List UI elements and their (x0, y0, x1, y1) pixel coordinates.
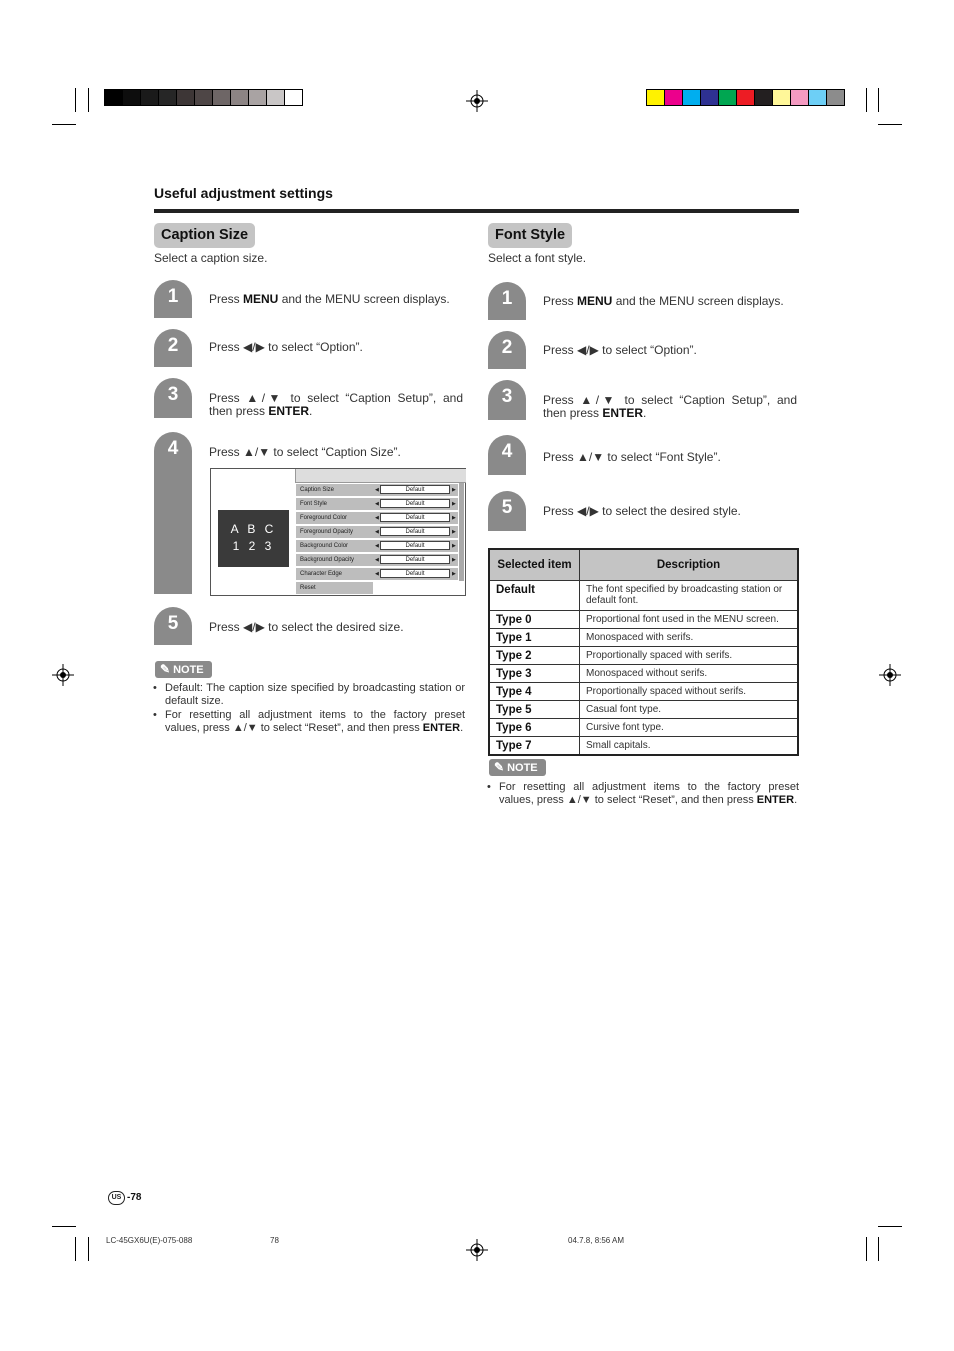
color-swatch (791, 90, 809, 105)
color-swatch (737, 90, 755, 105)
description-cell: The font specified by broadcasting station or default font. (580, 581, 799, 611)
table-row (489, 629, 798, 647)
step-number: 2 (488, 331, 526, 369)
menu-row-value: Default (380, 513, 450, 522)
registration-mark-icon (466, 90, 488, 112)
right-arrow-icon: ▶ (452, 515, 456, 521)
left-arrow-icon: ◀ (375, 515, 379, 521)
right-arrow-icon: ▶ (452, 487, 456, 493)
left-arrow-icon: ◀ (375, 543, 379, 549)
table-row (489, 737, 798, 756)
right-arrow-icon: ▶ (452, 557, 456, 563)
registration-mark-icon (466, 1239, 488, 1261)
description-cell: Cursive font type. (580, 719, 799, 737)
menu-row (296, 526, 458, 538)
step-number: 4 (488, 435, 526, 475)
color-swatch (809, 90, 827, 105)
description-cell: Proportionally spaced without serifs. (580, 683, 799, 701)
registration-mark-icon (52, 664, 74, 686)
table-row (489, 719, 798, 737)
description-cell: Proportional font used in the MENU screen. (580, 611, 799, 629)
menu-row-label: Caption Size (300, 487, 335, 493)
preview-letters: A B C (230, 522, 277, 536)
color-swatch (719, 90, 737, 105)
menu-row-reset: Reset (296, 582, 373, 594)
menu-row-label: Foreground Opacity (300, 529, 354, 535)
color-swatch (683, 90, 701, 105)
gray-swatch (141, 90, 159, 105)
menu-scrollbar (459, 483, 464, 581)
menu-row-label: Background Opacity (300, 557, 355, 563)
step-text: Press ▲/▼ to select “Caption Setup”, and then press ENTER. (209, 391, 463, 418)
selected-item-cell: Default (489, 581, 580, 611)
menu-row-label: Font Style (300, 501, 328, 507)
region-badge: US (108, 1191, 125, 1205)
print-timestamp: 04.7.8, 8:56 AM (568, 1236, 625, 1245)
print-page-number: 78 (270, 1236, 279, 1245)
left-arrow-icon: ◀ (375, 557, 379, 563)
menu-row-value: Default (380, 555, 450, 564)
menu-row (296, 498, 458, 510)
menu-row (296, 540, 458, 552)
left-arrow-icon: ◀ (375, 529, 379, 535)
description-cell: Proportionally spaced with serifs. (580, 647, 799, 665)
menu-row (296, 554, 458, 566)
registration-mark-icon (879, 664, 901, 686)
selected-item-cell: Type 6 (489, 719, 580, 737)
table-header-row (489, 549, 798, 581)
section-divider (154, 209, 799, 213)
gray-swatch (159, 90, 177, 105)
section-title: Useful adjustment settings (154, 185, 333, 201)
note-item: • Default: The caption size specified by broadcasting station or default size. (153, 682, 465, 707)
menu-row-value: Default (380, 485, 450, 494)
menu-row-label: Character Edge (300, 571, 343, 577)
gray-swatch (213, 90, 231, 105)
menu-row-value: Default (380, 527, 450, 536)
description-cell: Monospaced with serifs. (580, 629, 799, 647)
caption-size-subtitle: Select a caption size. (154, 251, 268, 265)
table-row (489, 581, 798, 611)
table-row (489, 683, 798, 701)
step-text: Press ◀/▶ to select “Option”. (543, 343, 697, 357)
menu-row (296, 484, 458, 496)
color-swatch (827, 90, 844, 105)
step-text: Press MENU and the MENU screen displays. (543, 294, 784, 308)
page-number: -78 (127, 1192, 142, 1203)
color-swatch (701, 90, 719, 105)
left-arrow-icon: ◀ (375, 487, 379, 493)
caption-preview (218, 510, 289, 567)
step-number: 1 (488, 282, 526, 320)
step-text: Press ◀/▶ to select the desired size. (209, 620, 404, 634)
right-arrow-icon: ▶ (452, 571, 456, 577)
description-cell: Monospaced without serifs. (580, 665, 799, 683)
note-item: • For resetting all adjustment items to the factory preset values, press ▲/▼ to select “Reset”, and then press ENTER. (153, 709, 465, 734)
color-swatch (647, 90, 665, 105)
pencil-icon: ✎ (494, 760, 505, 774)
color-swatch (755, 90, 773, 105)
font-style-heading: Font Style (488, 223, 572, 248)
gray-swatch (285, 90, 302, 105)
color-swatch (665, 90, 683, 105)
right-arrow-icon: ▶ (452, 543, 456, 549)
selected-item-cell: Type 0 (489, 611, 580, 629)
step-number: 1 (154, 280, 192, 318)
step-number: 2 (154, 329, 192, 367)
table-row (489, 647, 798, 665)
table-row (489, 665, 798, 683)
gray-swatch (249, 90, 267, 105)
menu-row-value: Default (380, 569, 450, 578)
description-cell: Casual font type. (580, 701, 799, 719)
color-swatch (773, 90, 791, 105)
process-color-bar (646, 89, 845, 106)
gray-swatch (231, 90, 249, 105)
gray-swatch (123, 90, 141, 105)
selected-item-cell: Type 5 (489, 701, 580, 719)
step-text: Press ▲/▼ to select “Caption Setup”, and then press ENTER. (543, 393, 797, 420)
preview-numbers: 1 2 3 (232, 539, 275, 553)
left-arrow-icon: ◀ (375, 501, 379, 507)
table-row (489, 611, 798, 629)
column-header-description: Description (580, 549, 799, 581)
step-number: 3 (154, 378, 192, 418)
step-number: 5 (488, 491, 526, 531)
selected-item-cell: Type 7 (489, 737, 580, 756)
gray-swatch (267, 90, 285, 105)
selected-item-cell: Type 2 (489, 647, 580, 665)
menu-row-value: Default (380, 499, 450, 508)
column-header-selected-item: Selected item (489, 549, 580, 581)
step-number: 5 (154, 607, 192, 645)
step-number: 3 (488, 380, 526, 420)
gray-swatch (177, 90, 195, 105)
step-text: Press ▲/▼ to select “Caption Size”. (209, 445, 401, 459)
grayscale-color-bar (104, 89, 303, 106)
selected-item-cell: Type 3 (489, 665, 580, 683)
pencil-icon: ✎ (160, 662, 171, 676)
menu-row (296, 568, 458, 580)
menu-title-bar (295, 469, 466, 483)
step-text: Press ▲/▼ to select “Font Style”. (543, 450, 721, 464)
note-label: ✎ NOTE (155, 661, 212, 678)
selected-item-cell: Type 1 (489, 629, 580, 647)
note-label: ✎ NOTE (489, 759, 546, 776)
model-code: LC-45GX6U(E)-075-088 (106, 1236, 193, 1245)
note-item: • For resetting all adjustment items to the factory preset values, press ▲/▼ to select “Reset”, and then press ENTER. (487, 781, 799, 806)
table-row (489, 701, 798, 719)
right-arrow-icon: ▶ (452, 529, 456, 535)
menu-row (296, 512, 458, 524)
step-text: Press MENU and the MENU screen displays. (209, 292, 450, 306)
menu-row-label: Foreground Color (300, 515, 348, 521)
font-style-subtitle: Select a font style. (488, 251, 587, 265)
gray-swatch (195, 90, 213, 105)
gray-swatch (105, 90, 123, 105)
right-arrow-icon: ▶ (452, 501, 456, 507)
step-number: 4 (154, 432, 192, 594)
description-cell: Small capitals. (580, 737, 799, 756)
step-text: Press ◀/▶ to select “Option”. (209, 340, 363, 354)
step-text: Press ◀/▶ to select the desired style. (543, 504, 741, 518)
menu-row-label: Background Color (300, 543, 349, 549)
menu-row-value: Default (380, 541, 450, 550)
caption-setup-menu-illustration (210, 468, 466, 596)
selected-item-cell: Type 4 (489, 683, 580, 701)
caption-size-heading: Caption Size (154, 223, 255, 248)
left-arrow-icon: ◀ (375, 571, 379, 577)
font-style-table (488, 548, 799, 756)
